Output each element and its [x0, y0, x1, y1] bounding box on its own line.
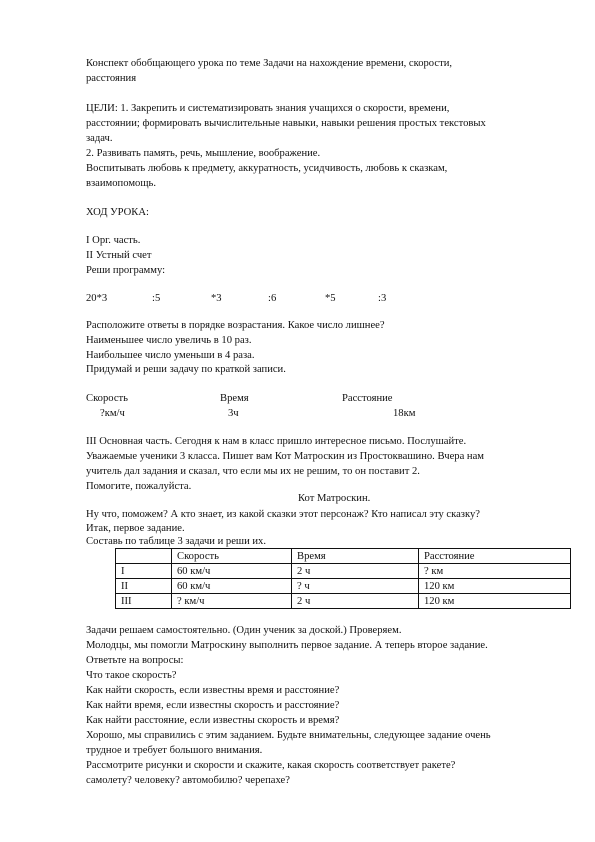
after-line-2: Молодцы, мы помогли Матроскину выполнить первое задание. А теперь второе задание. — [86, 640, 488, 651]
task-line-1: Расположите ответы в порядке возрастания. Какое число лишнее? — [86, 320, 385, 331]
table-row — [116, 594, 571, 609]
table-cell: ? км/ч — [172, 594, 292, 609]
after-line-5: Как найти скорость, если известны время и расстояние? — [86, 685, 340, 696]
table-header-cell: Скорость — [172, 549, 292, 564]
goals-line-6: взаимопомощь. — [86, 178, 156, 189]
short-record-time-header: Время — [220, 393, 249, 404]
goals-line-3: задач. — [86, 133, 113, 144]
program-step-5: *5 — [325, 293, 336, 304]
program-label: Реши программу: — [86, 265, 166, 276]
table-cell: 120 км — [419, 594, 571, 609]
goals-line-5: Воспитывать любовь к предмету, аккуратность, усидчивость, любовь к сказкам, — [86, 163, 448, 174]
table-cell: II — [116, 579, 172, 594]
part-1-heading: I Орг. часть. — [86, 235, 141, 246]
task-line-3: Наибольшее число уменьши в 4 раза. — [86, 350, 255, 361]
table-header-cell — [116, 549, 172, 564]
program-step-6: :3 — [378, 293, 387, 304]
title-line-1: Конспект обобщающего урока по теме Задачи на нахождение времени, скорости, — [86, 58, 453, 69]
goals-line-2: расстоянии; формировать вычислительные навыки, навыки решения простых текстовых — [86, 118, 486, 129]
after-line-7: Как найти расстояние, если известны скорость и время? — [86, 715, 340, 726]
after-line-10: Рассмотрите рисунки и скорости и скажите, какая скорость соответствует ракете? — [86, 760, 456, 771]
after-line-6: Как найти время, если известны скорость и расстояние? — [86, 700, 340, 711]
part-3-line-1: III Основная часть. Сегодня к нам в класс пришло интересное письмо. Послушайте. — [86, 436, 467, 447]
short-record-distance-header: Расстояние — [342, 393, 393, 404]
part-3-line-5: Ну что, поможем? А кто знает, из какой сказки этот персонаж? Кто написал эту сказку? — [86, 509, 480, 520]
program-step-3: *3 — [211, 293, 222, 304]
short-record-time-value: 3ч — [228, 408, 239, 419]
after-line-11: самолету? человеку? автомобилю? черепахе? — [86, 775, 290, 786]
lesson-heading: ХОД УРОКА: — [86, 207, 149, 218]
goals-line-4: 2. Развивать память, речь, мышление, воображение. — [86, 148, 321, 159]
table-header-cell: Расстояние — [419, 549, 571, 564]
after-line-4: Что такое скорость? — [86, 670, 177, 681]
program-step-1: 20*3 — [86, 293, 108, 304]
table-cell: 2 ч — [292, 564, 419, 579]
part-3-line-3: учитель дал задания и сказал, что если мы их не решим, то он поставит 2. — [86, 466, 420, 477]
table-cell: ? км — [419, 564, 571, 579]
after-line-1: Задачи решаем самостоятельно. (Один ученик за доской.) Проверяем. — [86, 625, 402, 636]
table-cell: 60 км/ч — [172, 579, 292, 594]
part-3-line-2: Уважаемые ученики 3 класса. Пишет вам Кот Матроскин из Простоквашино. Вчера нам — [86, 451, 485, 462]
table-header-row — [116, 549, 571, 564]
short-record-distance-value: 18км — [393, 408, 416, 419]
table-cell: 2 ч — [292, 594, 419, 609]
program-step-4: :6 — [268, 293, 277, 304]
part-3-line-6: Итак, первое задание. — [86, 523, 185, 534]
table-row — [116, 579, 571, 594]
title-line-2: расстояния — [86, 73, 137, 84]
table-cell: III — [116, 594, 172, 609]
table-cell: 60 км/ч — [172, 564, 292, 579]
table-cell: 120 км — [419, 579, 571, 594]
task-line-4: Придумай и реши задачу по краткой записи. — [86, 364, 286, 375]
part-3-line-4: Помогите, пожалуйста. — [86, 481, 192, 492]
task-line-2: Наименьшее число увеличь в 10 раз. — [86, 335, 252, 346]
part-3-line-7: Составь по таблице 3 задачи и реши их. — [86, 536, 267, 547]
table-row — [116, 564, 571, 579]
after-line-3: Ответьте на вопросы: — [86, 655, 184, 666]
tasks-table — [115, 548, 571, 609]
after-line-9: трудное и требует большого внимания. — [86, 745, 263, 756]
goals-line-1: ЦЕЛИ: 1. Закрепить и систематизировать знания учащихся о скорости, времени, — [86, 103, 450, 114]
after-line-8: Хорошо, мы справились с этим заданием. Будьте внимательны, следующее задание очень — [86, 730, 491, 741]
letter-signature: Кот Матроскин. — [298, 493, 371, 504]
table-cell: ? ч — [292, 579, 419, 594]
short-record-speed-value: ?км/ч — [100, 408, 125, 419]
part-2-heading: II Устный счет — [86, 250, 152, 261]
program-step-2: :5 — [152, 293, 161, 304]
short-record-speed-header: Скорость — [86, 393, 128, 404]
table-cell: I — [116, 564, 172, 579]
table-header-cell: Время — [292, 549, 419, 564]
